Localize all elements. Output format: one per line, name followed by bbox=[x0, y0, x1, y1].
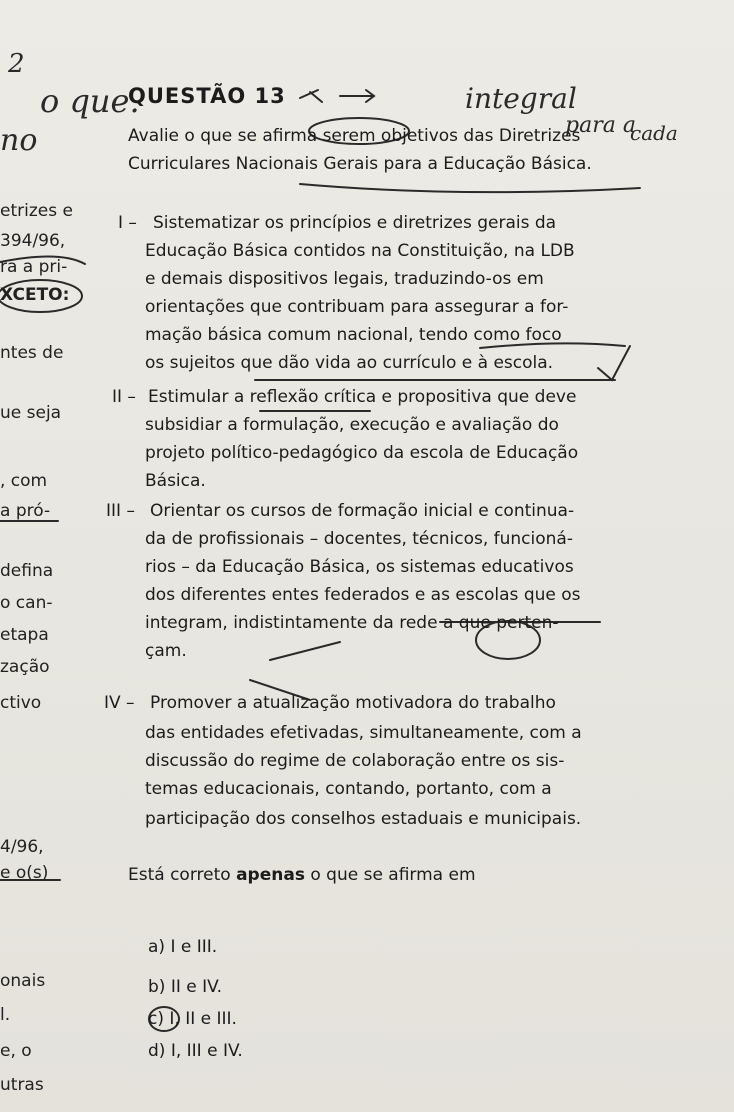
note-no: no bbox=[0, 123, 38, 158]
ink-underline-basica bbox=[300, 184, 640, 192]
item-iii-line-4: dos diferentes entes federados e as escolas que os bbox=[145, 585, 581, 605]
ink-stroke-a bbox=[270, 642, 340, 660]
margin-fragment: l. bbox=[0, 1005, 11, 1025]
item-ii-line-2: subsidiar a formulação, execução e avaliação do bbox=[145, 415, 559, 435]
margin-fragment: , com bbox=[0, 471, 48, 491]
margin-fragment: a pró- bbox=[0, 501, 51, 521]
answer-prompt bbox=[128, 864, 476, 886]
prompt-text-before: Está correto bbox=[128, 865, 237, 885]
margin-fragment: 394/96, bbox=[0, 231, 66, 251]
margin-fragment: e o(s) bbox=[0, 863, 49, 883]
item-iii-line-2: da de profissionais – docentes, técnicos, funcioná- bbox=[145, 529, 573, 549]
margin-fragment: etrizes e bbox=[0, 201, 73, 221]
prompt-text-after: o que se afirma em bbox=[304, 865, 476, 885]
margin-fragment: o can- bbox=[0, 593, 53, 613]
item-i-line-3: e demais dispositivos legais, traduzindo-os em bbox=[145, 269, 544, 289]
item-i-line-6: os sujeitos que dão vida ao currículo e à escola. bbox=[145, 353, 554, 373]
note-para: para a bbox=[565, 113, 636, 138]
item-ii-line-1: Estimular a reflexão crítica e propositiva que deve bbox=[148, 387, 577, 407]
item-i-line-1: Sistematizar os princípios e diretrizes gerais da bbox=[153, 213, 557, 233]
ink-check bbox=[598, 346, 630, 380]
margin-fragment: defina bbox=[0, 561, 54, 581]
margin-fragment: zação bbox=[0, 657, 50, 677]
item-ii-line-3: projeto político-pedagógico da escola de Educação bbox=[145, 443, 579, 463]
item-i-line-4: orientações que contribuam para assegurar a for- bbox=[145, 297, 569, 317]
item-i-line-5: mação básica comum nacional, tendo como foco bbox=[145, 325, 562, 345]
item-ii-label: II – bbox=[112, 387, 136, 407]
item-iv-line-1: Promover a atualização motivadora do trabalho bbox=[150, 693, 556, 713]
item-iii-line-1: Orientar os cursos de formação inicial e continua- bbox=[150, 501, 575, 521]
item-iv-line-2: das entidades efetivadas, simultaneamente, com a bbox=[145, 723, 582, 743]
note-cada: cada bbox=[630, 121, 678, 145]
ink-arrow-a bbox=[300, 90, 322, 102]
note-integral: integral bbox=[465, 82, 577, 115]
margin-fragment: utras bbox=[0, 1075, 44, 1095]
margin-fragment: ntes de bbox=[0, 343, 64, 363]
item-i-label: I – bbox=[118, 213, 137, 233]
item-iv-line-4: temas educacionais, contando, portanto, com a bbox=[145, 779, 552, 799]
item-iii-line-6: çam. bbox=[145, 641, 187, 661]
item-iv-line-3: discussão do regime de colaboração entre os sis- bbox=[145, 751, 565, 771]
option-d[interactable]: d) I, III e IV. bbox=[148, 1041, 243, 1061]
item-ii-line-4: Básica. bbox=[145, 471, 206, 491]
margin-fragment: onais bbox=[0, 971, 46, 991]
intro-line-2: Curriculares Nacionais Gerais para a Educação Básica. bbox=[128, 154, 592, 174]
intro-line-1: Avalie o que se afirma serem objetivos das Diretrizes bbox=[128, 126, 581, 146]
note-2: 2 bbox=[8, 49, 25, 79]
item-iv-label: IV – bbox=[104, 693, 135, 713]
ink-arrow-b bbox=[340, 90, 374, 102]
margin-fragment: ra a pri- bbox=[0, 257, 68, 277]
option-a[interactable]: a) I e III. bbox=[148, 937, 218, 957]
item-i-line-2: Educação Básica contidos na Constituição, na LDB bbox=[145, 241, 575, 261]
item-iii-line-3: rios – da Educação Básica, os sistemas educativos bbox=[145, 557, 574, 577]
note-oque: o que. bbox=[40, 82, 140, 120]
margin-fragment: XCETO: bbox=[0, 285, 70, 305]
question-title: QUESTÃO 13 bbox=[128, 84, 286, 108]
option-b[interactable]: b) II e IV. bbox=[148, 977, 222, 997]
item-iii-line-5: integram, indistintamente da rede a que perten- bbox=[145, 613, 559, 633]
option-c[interactable]: c) I, II e III. bbox=[148, 1009, 237, 1029]
margin-fragment: 4/96, bbox=[0, 837, 44, 857]
margin-fragment: ctivo bbox=[0, 693, 42, 713]
margin-fragment: ue seja bbox=[0, 403, 62, 423]
item-iii-label: III – bbox=[106, 501, 135, 521]
margin-fragment: e, o bbox=[0, 1041, 32, 1061]
margin-fragment: etapa bbox=[0, 625, 49, 645]
item-iv-line-5: participação dos conselhos estaduais e municipais. bbox=[145, 809, 582, 829]
prompt-emphasis: apenas bbox=[236, 865, 305, 885]
